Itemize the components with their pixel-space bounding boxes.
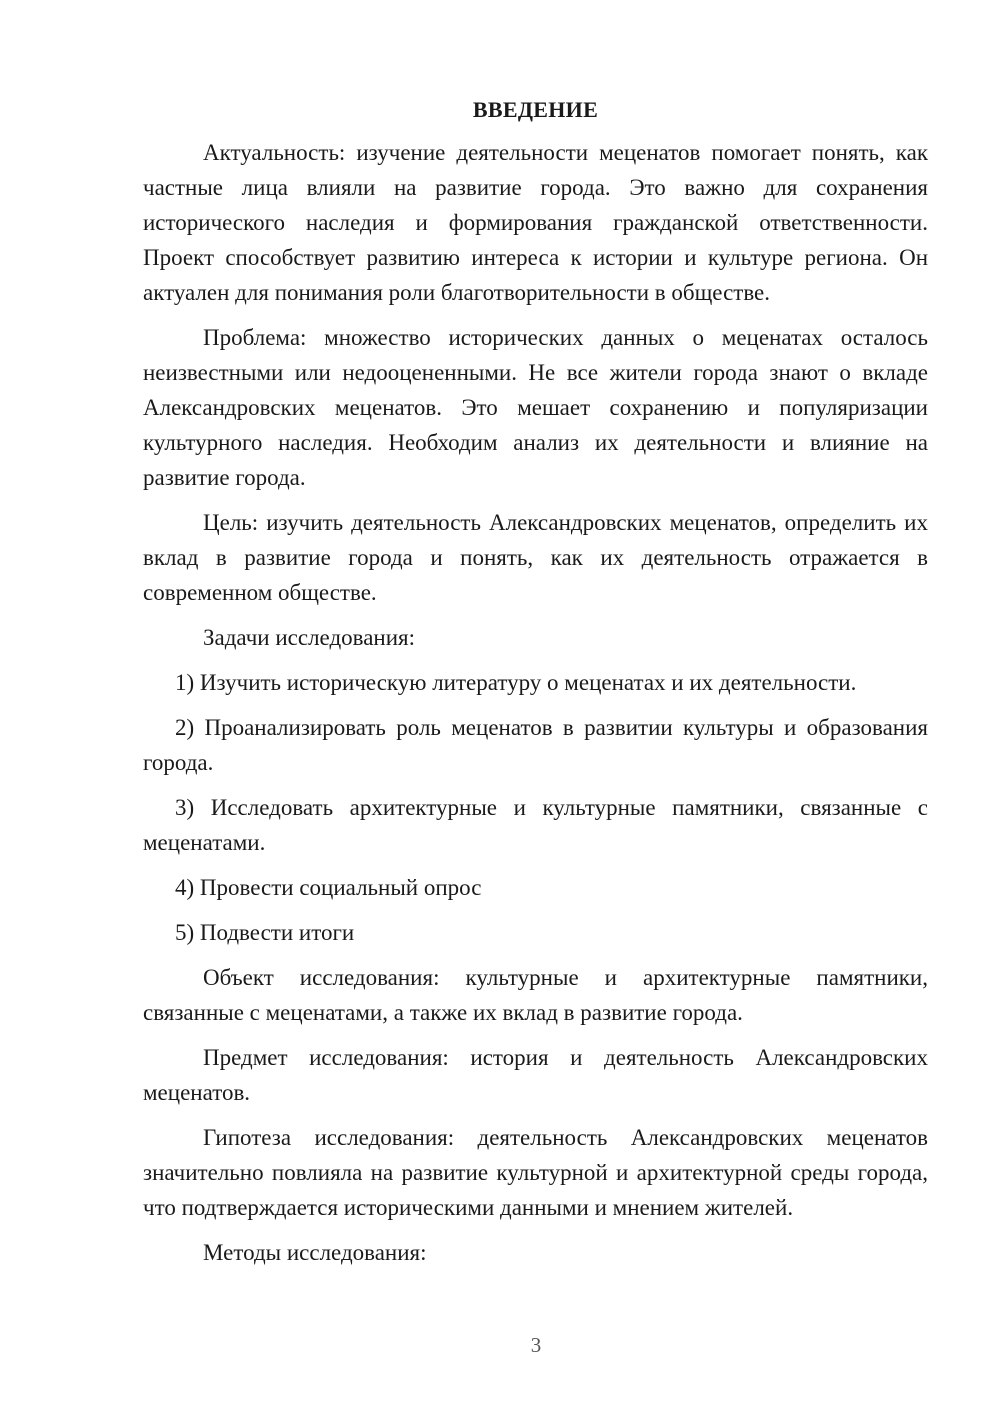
task-item: 4) Провести социальный опрос	[175, 875, 482, 900]
methods-heading: Методы исследования:	[203, 1240, 427, 1265]
task-item: 5) Подвести итоги	[175, 920, 355, 945]
object-paragraph: Объект исследования: культурные и архитектурные памятники, связанные с меценатами, а также их вклад в развитие города.	[143, 965, 928, 1025]
problem-paragraph: Проблема: множество исторических данных о меценатах осталось неизвестными или недооцененными. Не все жители города знают о вкладе Александровских меценатов. Это мешает сохранению и популяризации культурного наследия. Необходим анализ их деятельности и влияние на развитие города.	[143, 325, 928, 490]
task-item: 2) Проанализировать роль меценатов в развитии культуры и образования города.	[143, 715, 928, 775]
relevance-paragraph: Актуальность: изучение деятельности меценатов помогает понять, как частные лица влияли на развитие города. Это важно для сохранения исторического наследия и формирования гражданской ответственности. Проект способствует развитию интереса к истории и культуре региона. Он актуален для понимания роли благотворительности в обществе.	[143, 140, 928, 305]
goal-paragraph: Цель: изучить деятельность Александровских меценатов, определить их вклад в развитие города и понять, как их деятельность отражается в современном обществе.	[143, 510, 928, 605]
task-item: 1) Изучить историческую литературу о меценатах и их деятельности.	[175, 670, 857, 695]
section-title: ВВЕДЕНИЕ	[472, 97, 599, 122]
hypothesis-paragraph: Гипотеза исследования: деятельность Александровских меценатов значительно повлияла на развитие культурной и архитектурной среды города, что подтверждается историческими данными и мнением жителей.	[143, 1125, 928, 1220]
subject-paragraph: Предмет исследования: история и деятельность Александровских меценатов.	[143, 1045, 928, 1105]
task-item: 3) Исследовать архитектурные и культурные памятники, связанные с меценатами.	[143, 795, 928, 855]
document-page	[143, 92, 928, 1280]
tasks-heading: Задачи исследования:	[203, 625, 416, 650]
page-number: 3	[530, 1333, 542, 1357]
